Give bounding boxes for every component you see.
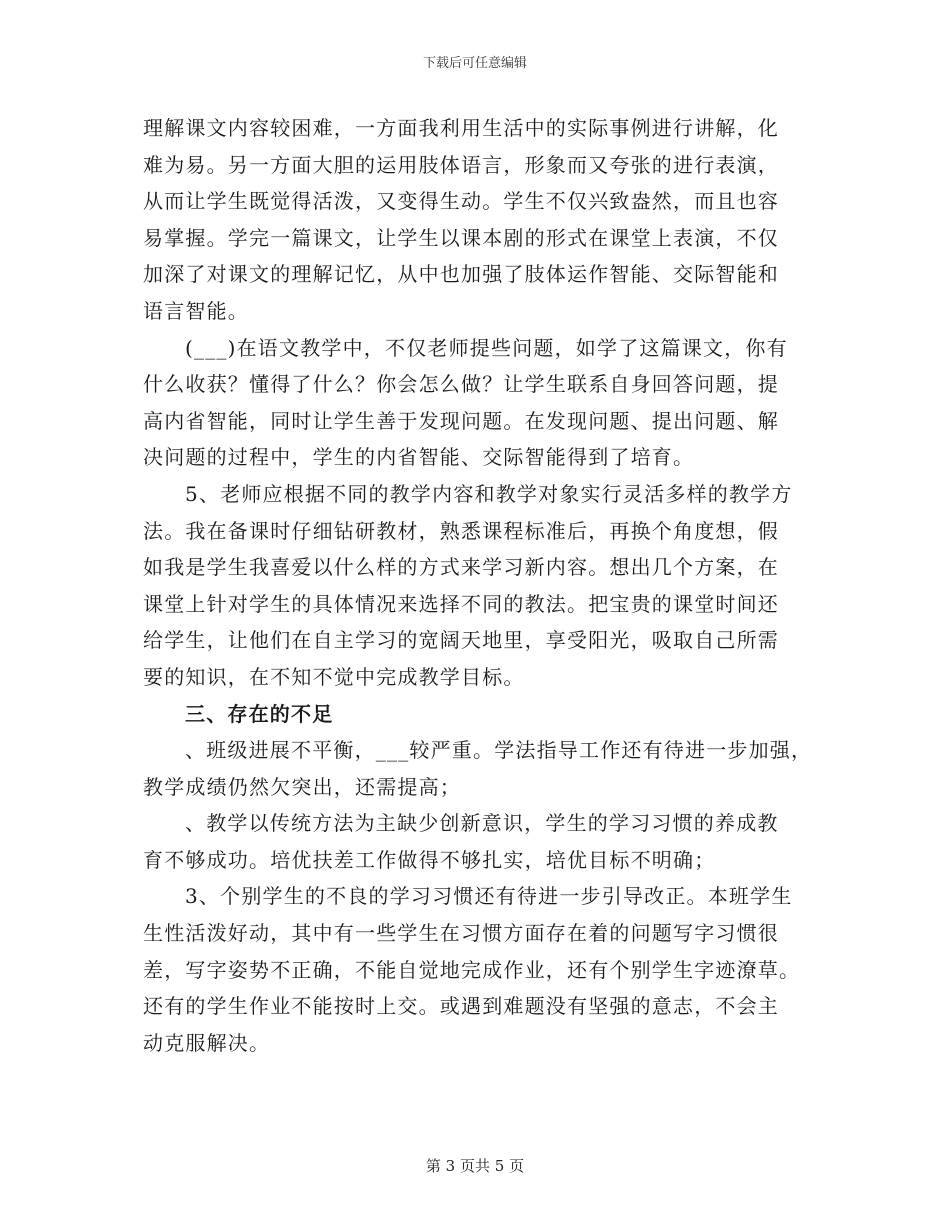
text-line: 差，写字姿势不正确，不能自觉地完成作业，还有个别学生字迹潦草。 <box>143 957 801 982</box>
text-line: 易掌握。学完一篇课文，让学生以课本剧的形式在课堂上表演，不仅 <box>143 225 779 250</box>
text-line: 从而让学生既觉得活泼，又变得生动。学生不仅兴致盎然，而且也容 <box>143 189 779 214</box>
text-line: 还有的学生作业不能按时上交。或遇到难题没有坚强的意志，不会主 <box>143 994 779 1019</box>
text-line: 生性活泼好动，其中有一些学生在习惯方面存在着的问题写字习惯很 <box>143 921 779 946</box>
text-line: 育不够成功。培优扶差工作做得不够扎实，培优目标不明确； <box>143 847 716 872</box>
text-line: 3、个别学生的不良的学习习惯还有待进一步引导改正。本班学生 <box>185 884 793 909</box>
text-line: 要的知识，在不知不觉中完成教学目标。 <box>143 664 525 689</box>
text-line: 加深了对课文的理解记忆，从中也加强了肢体运作智能、交际智能和 <box>143 262 779 287</box>
text-line: 决问题的过程中，学生的内省智能、交际智能得到了培育。 <box>143 445 695 470</box>
text-line: 难为易。另一方面大胆的运用肢体语言，形象而又夸张的进行表演， <box>143 152 779 177</box>
text-line: 如我是学生我喜爱以什么样的方式来学习新内容。想出几个方案，在 <box>143 555 779 580</box>
text-line: 什么收获？懂得了什么？你会怎么做？让学生联系自身回答问题，提 <box>143 372 779 397</box>
text-line: 高内省智能，同时让学生善于发现问题。在发现问题、提出问题、解 <box>143 408 779 433</box>
text-line: 、班级进展不平衡，___较严重。学法指导工作还有待进一步加强， <box>185 738 813 763</box>
document-body <box>143 110 823 1061</box>
text-line: 、教学以传统方法为主缺少创新意识，学生的学习习惯的养成教 <box>185 811 779 836</box>
text-line: 法。我在备课时仔细钻研教材，熟悉课程标准后，再换个角度想，假 <box>143 518 779 543</box>
page-footer: 第 3 页共 5 页 <box>425 1157 525 1175</box>
text-line: 语言智能。 <box>143 298 249 323</box>
text-line: 理解课文内容较困难，一方面我利用生活中的实际事例进行讲解，化 <box>143 116 779 140</box>
text-line: 5、老师应根据不同的教学内容和教学对象实行灵活多样的教学方 <box>185 481 793 506</box>
text-line: 动克服解决。 <box>143 1030 271 1055</box>
text-line: (___)在语文教学中，不仅老师提些问题，如学了这篇课文，你有 <box>185 335 788 360</box>
text-line: 课堂上针对学生的具体情况来选择不同的教法。把宝贵的课堂时间还 <box>143 591 779 616</box>
text-line: 给学生，让他们在自主学习的宽阔天地里，享受阳光，吸取自己所需 <box>143 628 779 653</box>
page-header: 下载后可任意编辑 <box>422 56 527 71</box>
section-heading: 三、存在的不足 <box>185 701 334 726</box>
text-line: 教学成绩仍然欠突出，还需提高； <box>143 774 461 799</box>
